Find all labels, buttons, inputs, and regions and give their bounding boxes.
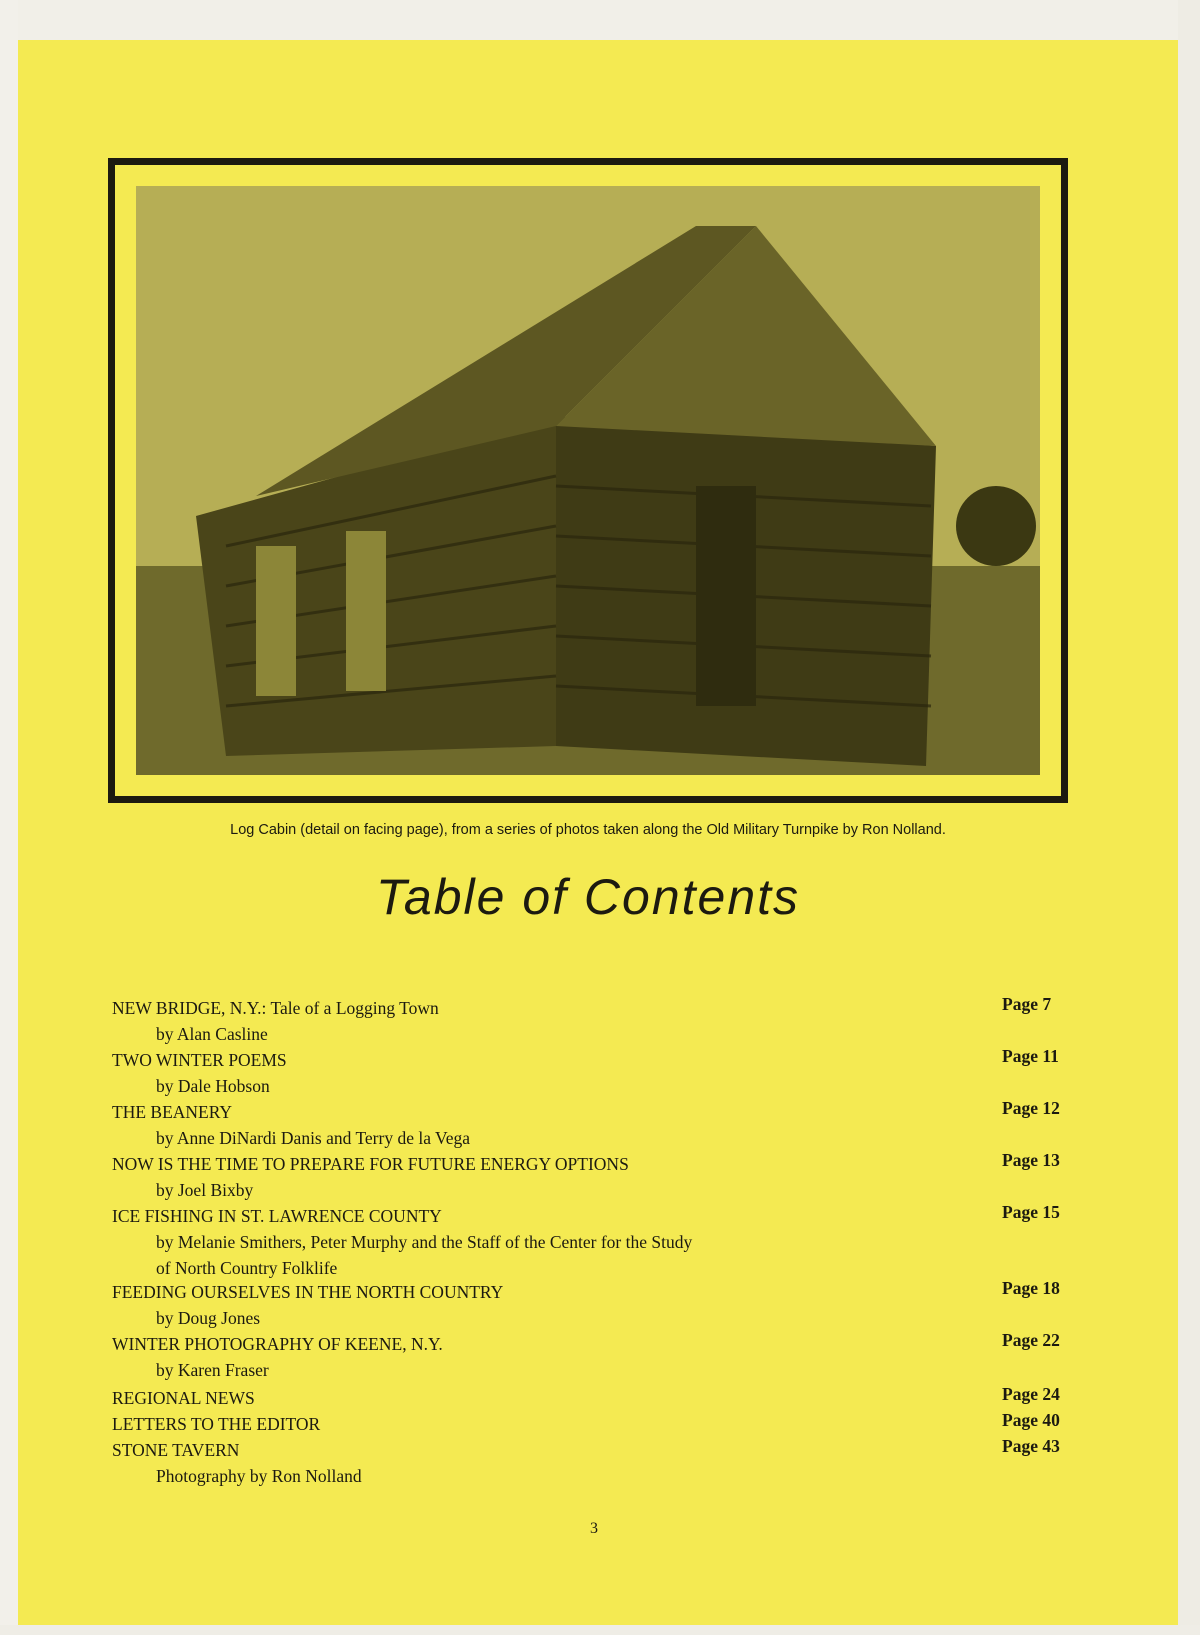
photo-frame: [108, 158, 1068, 803]
entry-page: Page 12: [1002, 1098, 1060, 1118]
entry-author: by Joel Bixby: [156, 1180, 254, 1200]
entry-page: Page 40: [1002, 1410, 1060, 1430]
photo-caption: Log Cabin (detail on facing page), from a series of photos taken along the Old Military Turnpike by Ron Nolland.: [230, 822, 946, 838]
entry-page: Page 15: [1002, 1202, 1060, 1222]
entry-author: by Doug Jones: [156, 1308, 261, 1328]
entry-author: by Alan Casline: [156, 1024, 268, 1044]
entry-author: by Dale Hobson: [156, 1076, 270, 1096]
entry-author: Photography by Ron Nolland: [156, 1466, 362, 1486]
scan-margin-bottom: [0, 1625, 1200, 1635]
scan-margin-top: [0, 0, 1200, 40]
entry-title: WINTER PHOTOGRAPHY OF KEENE, N.Y.: [112, 1334, 443, 1354]
entry-title: TWO WINTER POEMS: [112, 1050, 287, 1070]
entry-author-continued: of North Country Folklife: [156, 1258, 338, 1278]
entry-author: by Anne DiNardi Danis and Terry de la Vega: [156, 1128, 471, 1148]
entry-title: NOW IS THE TIME TO PREPARE FOR FUTURE ENERGY OPTIONS: [112, 1154, 629, 1174]
entry-title: ICE FISHING IN ST. LAWRENCE COUNTY: [112, 1206, 442, 1226]
entry-page: Page 24: [1002, 1384, 1060, 1404]
entry-title: FEEDING OURSELVES IN THE NORTH COUNTRY: [112, 1282, 504, 1302]
page-number: 3: [590, 1520, 598, 1537]
entry-page: Page 22: [1002, 1330, 1060, 1350]
entry-author: by Melanie Smithers, Peter Murphy and the Staff of the Center for the Study: [156, 1232, 693, 1252]
entry-author: by Karen Fraser: [156, 1360, 269, 1380]
scan-margin-right: [1178, 0, 1200, 1635]
log-cabin-illustration: [136, 186, 1040, 775]
scan-margin-left: [0, 0, 18, 1635]
entry-title: STONE TAVERN: [112, 1440, 240, 1460]
entry-page: Page 11: [1002, 1046, 1059, 1066]
log-cabin-photo: [136, 186, 1040, 775]
entry-page: Page 18: [1002, 1278, 1060, 1298]
entry-page: Page 43: [1002, 1436, 1060, 1456]
entry-title: REGIONAL NEWS: [112, 1388, 255, 1408]
entry-title: THE BEANERY: [112, 1102, 233, 1122]
entry-page: Page 13: [1002, 1150, 1060, 1170]
entry-title: NEW BRIDGE, N.Y.: Tale of a Logging Town: [112, 998, 439, 1018]
entry-title: LETTERS TO THE EDITOR: [112, 1414, 321, 1434]
entry-page: Page 7: [1002, 994, 1052, 1014]
page-title: Table of Contents: [375, 869, 801, 925]
